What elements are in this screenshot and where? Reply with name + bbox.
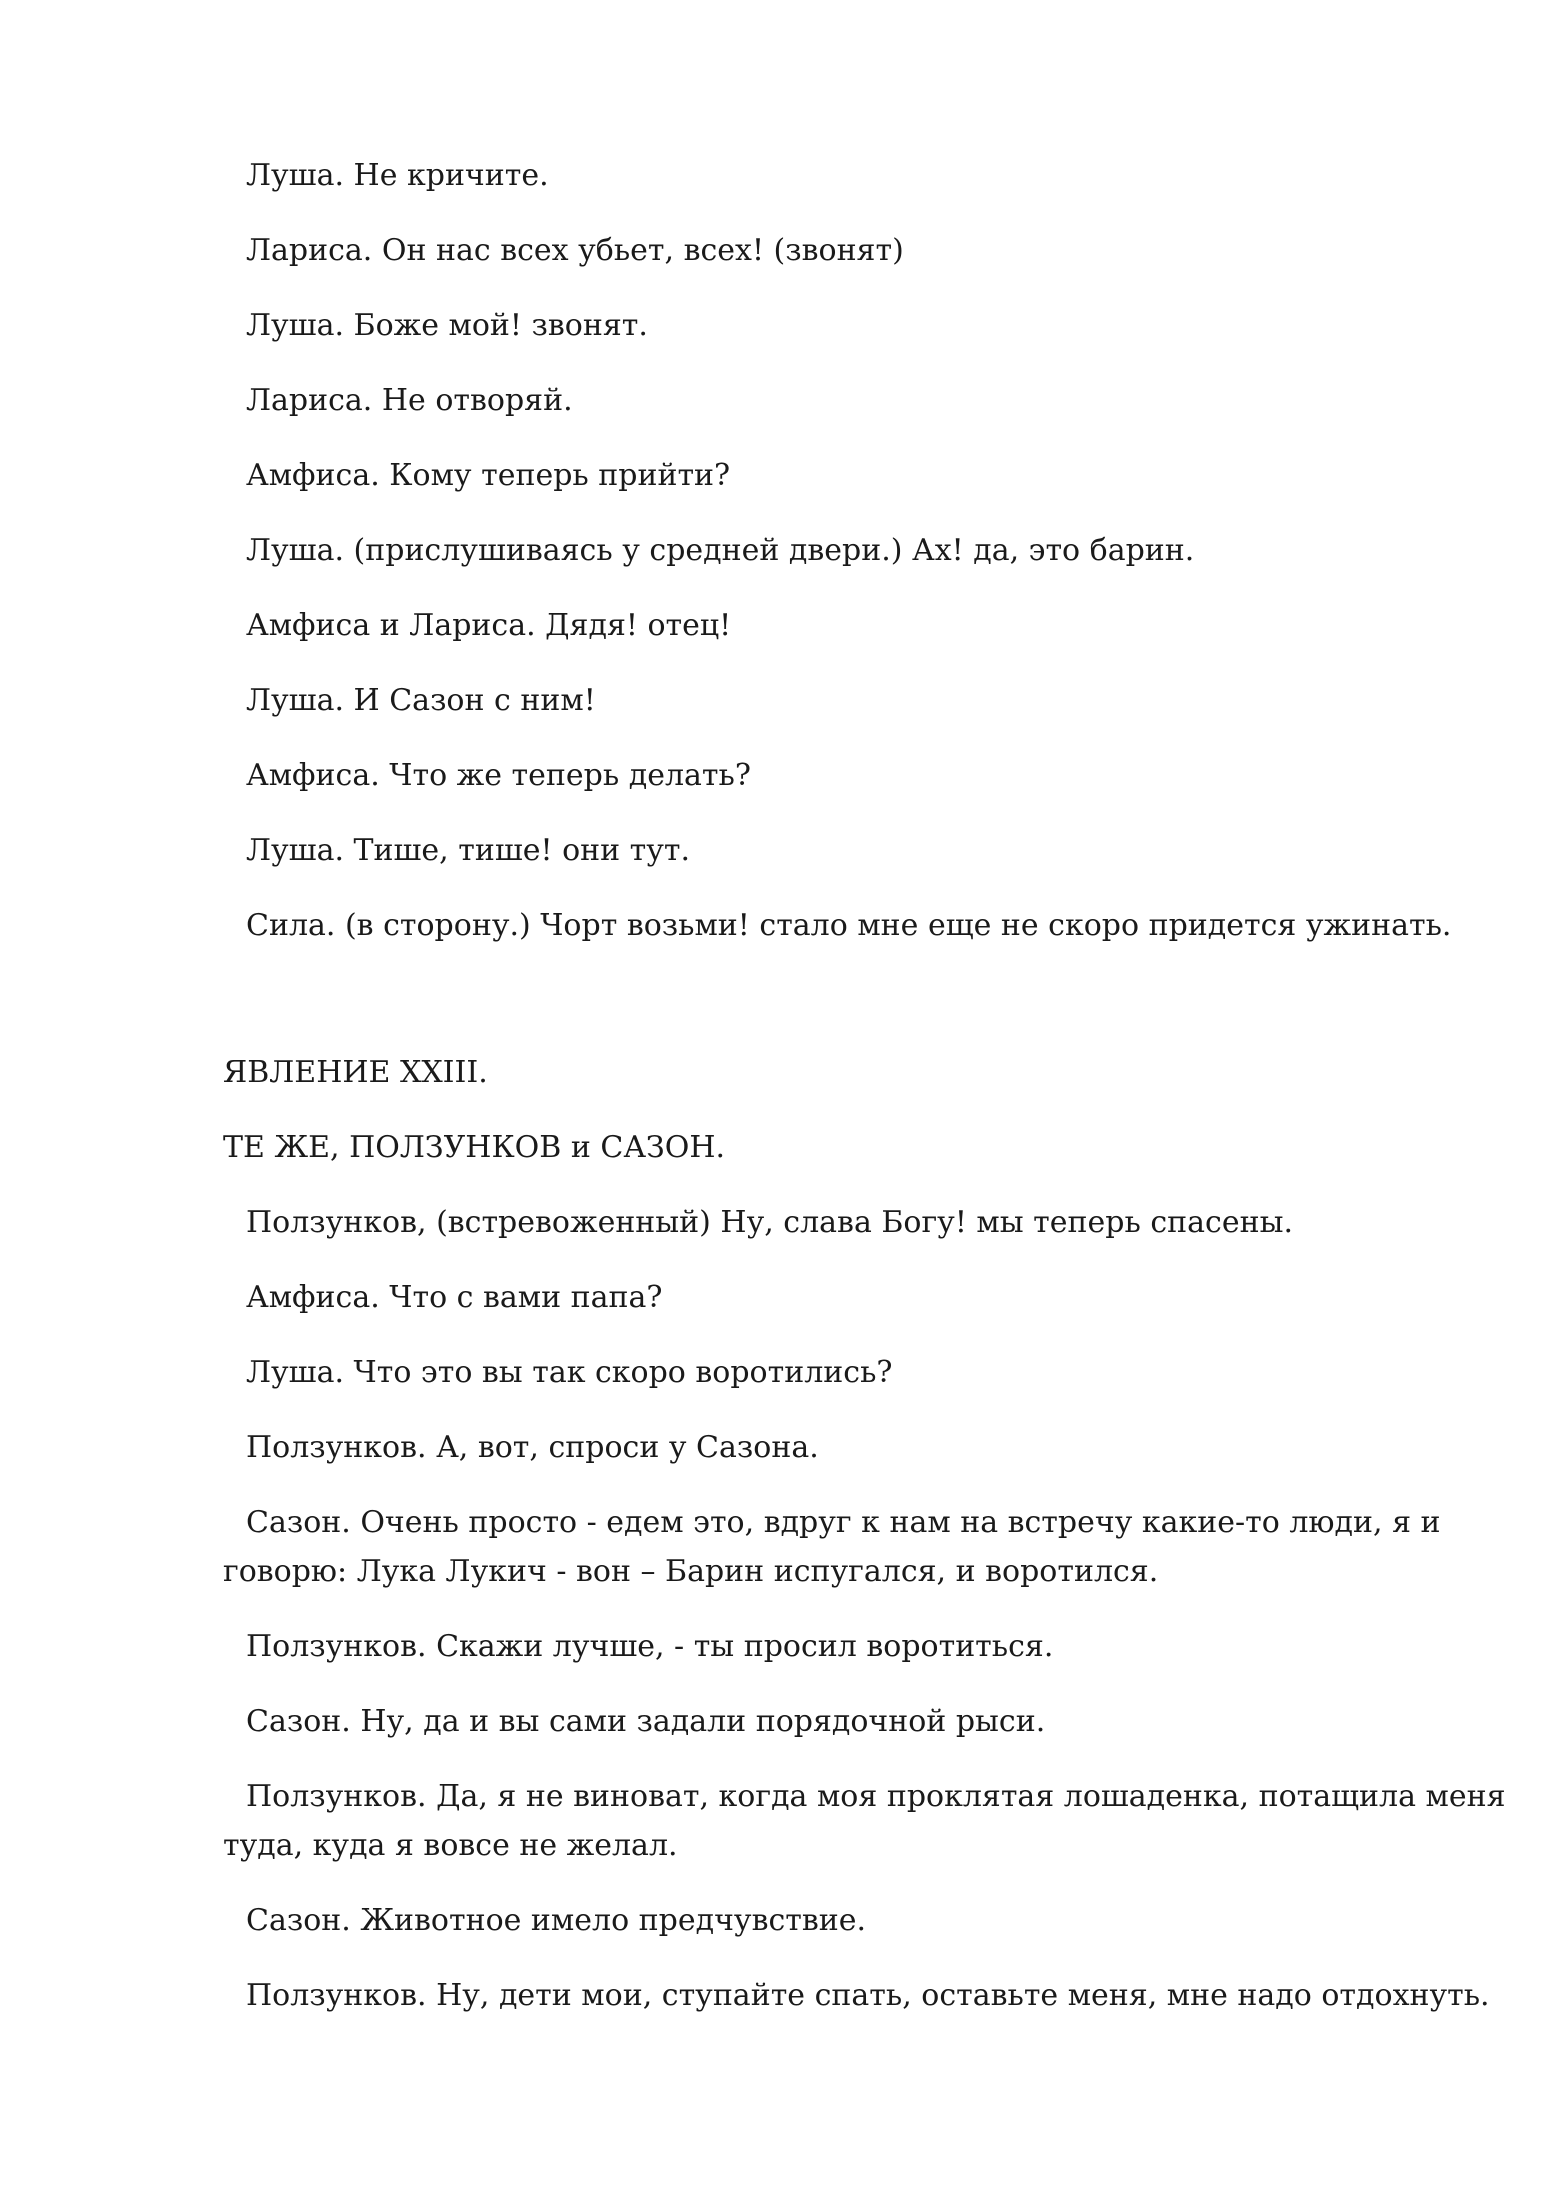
dialogue-line-continuation: говорю: Лука Лукич - вон – Барин испугался, и воротился.: [223, 1554, 1159, 1589]
dialogue-line: Луша. Не кричите.: [246, 158, 549, 193]
dialogue-line: Ползунков. А, вот, спроси у Сазона.: [246, 1430, 819, 1465]
dialogue-line: Ползунков. Да, я не виноват, когда моя проклятая лошаденка, потащила меня: [246, 1779, 1506, 1814]
dialogue-line: Луша. Что это вы так скоро воротились?: [246, 1355, 893, 1390]
dialogue-line: Луша. Боже мой! звонят.: [246, 308, 648, 343]
dialogue-line: Амфиса и Лариса. Дядя! отец!: [246, 608, 732, 643]
dialogue-line-continuation: туда, куда я вовсе не желал.: [223, 1828, 678, 1863]
dialogue-line: Луша. Тише, тише! они тут.: [246, 833, 691, 868]
dialogue-line: Ползунков. Ну, дети мои, ступайте спать, оставьте меня, мне надо отдохнуть.: [246, 1978, 1490, 2013]
dialogue-line: Ползунков. Скажи лучше, - ты просил воротиться.: [246, 1629, 1054, 1664]
dialogue-line: Лариса. Не отворяй.: [246, 383, 573, 418]
dialogue-line: Луша. И Сазон с ним!: [246, 683, 596, 718]
dialogue-line: Амфиса. Что с вами папа?: [246, 1280, 663, 1315]
dialogue-line: Сила. (в сторону.) Чорт возьми! стало мне еще не скоро придется ужинать.: [246, 908, 1452, 943]
dialogue-line: Лариса. Он нас всех убьет, всех! (звонят): [246, 233, 904, 268]
dialogue-line: Амфиса. Что же теперь делать?: [246, 758, 751, 793]
dialogue-line: Амфиса. Кому теперь прийти?: [246, 458, 731, 493]
dialogue-line: Луша. (прислушиваясь у средней двери.) Ах! да, это барин.: [246, 533, 1195, 568]
dialogue-line: Сазон. Очень просто - едем это, вдруг к нам на встречу какие-то люди, я и: [246, 1505, 1441, 1540]
dialogue-line: Сазон. Ну, да и вы сами задали порядочной рыси.: [246, 1704, 1046, 1739]
scene-cast: ТЕ ЖЕ, ПОЛЗУНКОВ и САЗОН.: [223, 1130, 726, 1165]
dialogue-line: Сазон. Животное имело предчувствие.: [246, 1903, 867, 1938]
scene-heading: ЯВЛЕНИЕ XXIII.: [223, 1055, 488, 1090]
dialogue-line: Ползунков, (встревоженный) Ну, слава Богу! мы теперь спасены.: [246, 1205, 1293, 1240]
